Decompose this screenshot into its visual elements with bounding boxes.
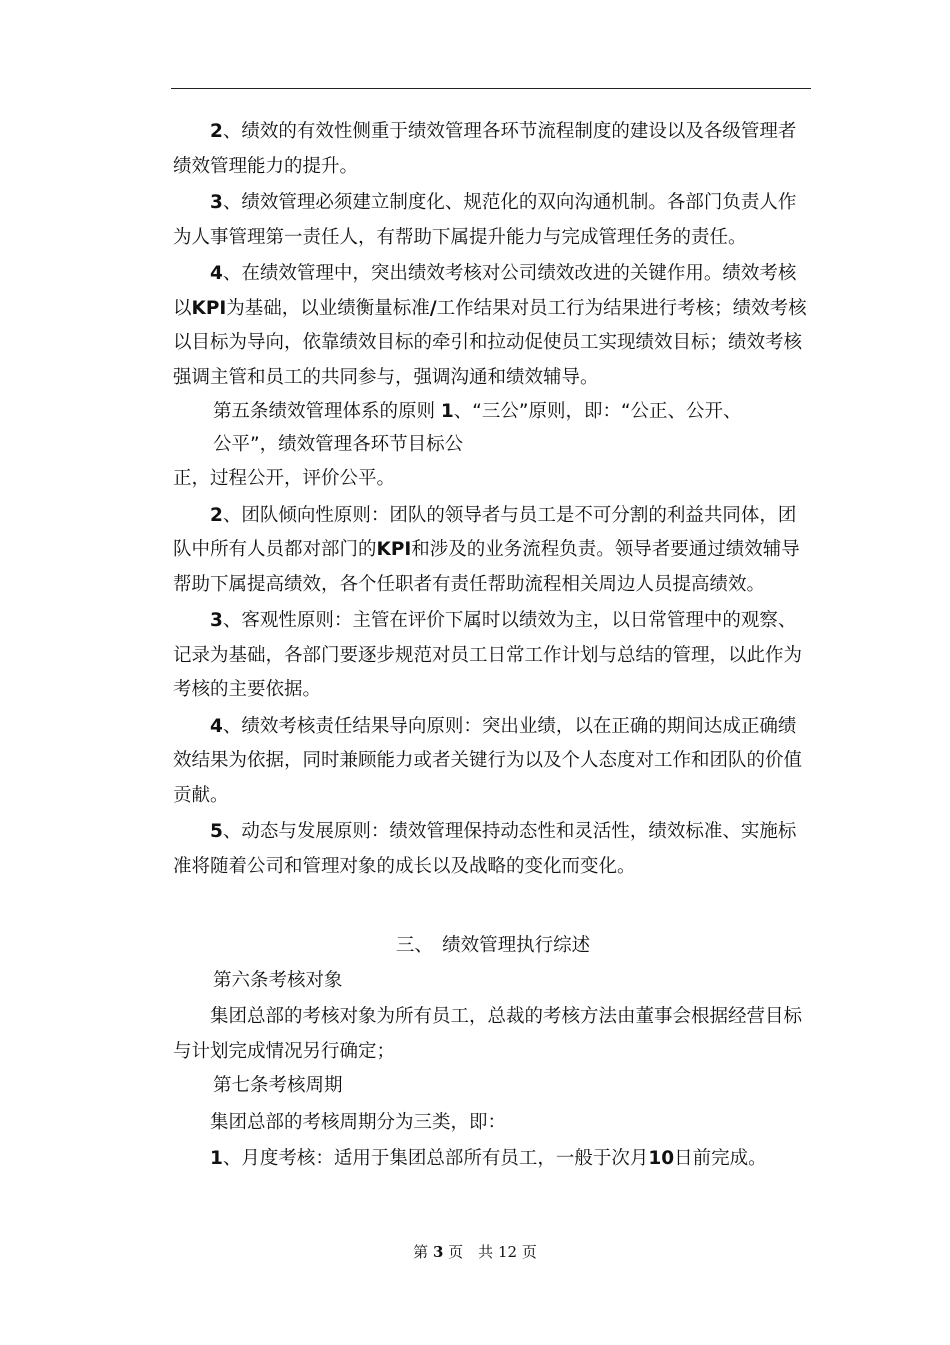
total-pages: 12 bbox=[497, 1243, 518, 1261]
header-rule bbox=[171, 88, 811, 89]
paragraph-text: 和涉及的业务流程负责。领导者要通过绩效辅导帮助下属提高绩效，各个任职者有责任帮助流程相关周边人员提高绩效。 bbox=[173, 539, 800, 595]
article-5-line2 bbox=[173, 428, 813, 463]
item-number: 4 bbox=[210, 715, 223, 737]
principle-5 bbox=[173, 815, 813, 884]
footer-prefix: 第 bbox=[413, 1243, 429, 1261]
footer-mid: 页 共 bbox=[448, 1243, 494, 1261]
paragraph-text: 为基础，以业绩衡量标准 bbox=[226, 297, 430, 319]
item-number: 5 bbox=[210, 821, 223, 842]
monthly-review bbox=[173, 1142, 813, 1177]
paragraph-text: 工作结果对员工行为结果进行考核；绩效考核以目标为导向，依靠绩效目标的牵引和拉动促使员工实现绩效目标；绩效考核强调主管和员工的共同参与，强调沟通和绩效辅导。 bbox=[173, 297, 807, 388]
article-6-text: 集团总部的考核对象为所有员工，总裁的考核方法由董事会根据经营目标与计划完成情况另行确定； bbox=[173, 1006, 803, 1062]
article-5-heading bbox=[173, 395, 813, 430]
item-number: 1 bbox=[440, 401, 454, 422]
paragraph-text: 、动态与发展原则：绩效管理保持动态性和灵活性，绩效标准、实施标准将随着公司和管理对象的成长以及战略的变化而变化。 bbox=[173, 821, 797, 877]
paragraph-text: 、绩效考核责任结果导向原则：突出业绩，以在正确的期间达成正确绩效结果为依据，同时兼顾能力或者关键行为以及个人态度对工作和团队的价值贡献。 bbox=[173, 715, 803, 806]
paragraph-text: 正，过程公开，评价公平。 bbox=[173, 468, 396, 489]
section-title: 三、 绩效管理执行综述 bbox=[395, 935, 591, 956]
item-number: 2 bbox=[210, 121, 223, 142]
page-footer bbox=[0, 1241, 950, 1262]
paragraph-3 bbox=[173, 186, 813, 255]
article-7-heading: 第七条考核周期 bbox=[213, 1075, 343, 1096]
paragraph-text: 公平”，绩效管理各环节目标公 bbox=[213, 433, 464, 455]
paragraph-text: 、绩效管理必须建立制度化、规范化的双向沟通机制。各部门负责人作为人事管理第一责任人，有帮助下属提升能力与完成管理任务的责任。 bbox=[173, 192, 797, 248]
item-number: 4 bbox=[210, 263, 223, 284]
paragraph-text: 、月度考核：适用于集团总部所有员工，一般于次月 bbox=[222, 1148, 649, 1169]
paragraph-4 bbox=[173, 257, 813, 395]
item-number: 1 bbox=[210, 1148, 223, 1169]
footer-suffix: 页 bbox=[521, 1243, 537, 1261]
article-6-heading: 第六条考核对象 bbox=[213, 969, 343, 991]
paragraph-text: 、绩效的有效性侧重于绩效管理各环节流程制度的建设以及各级管理者绩效管理能力的提升。 bbox=[173, 121, 797, 177]
paragraph-2 bbox=[173, 115, 813, 184]
article-5-line3 bbox=[173, 462, 813, 497]
item-number: 3 bbox=[210, 192, 223, 213]
article-7-text: 集团总部的考核周期分为三类，即： bbox=[210, 1111, 507, 1133]
paragraph-text: 、客观性原则：主管在评价下属时以绩效为主，以日常管理中的观察、记录为基础，各部门要逐步规范对员工日常工作计划与总结的管理，以此作为考核的主要依据。 bbox=[173, 610, 803, 700]
principle-3 bbox=[173, 604, 813, 708]
current-page-number: 3 bbox=[432, 1243, 444, 1261]
principle-4 bbox=[173, 710, 813, 814]
paragraph-text: 日前完成。 bbox=[674, 1148, 767, 1169]
kpi-term: KPI bbox=[376, 539, 412, 560]
slash: / bbox=[429, 297, 437, 319]
article-title: 第五条绩效管理体系的原则 bbox=[213, 401, 436, 422]
paragraph-text: 、团队倾向性原则：团队的领导者与员工是不可分割的利益共同体，团队中所有人员都对部门的 bbox=[173, 504, 797, 560]
item-number: 3 bbox=[210, 610, 223, 631]
principle-2 bbox=[173, 499, 813, 603]
paragraph-text: 、“三公”原则，即：“公正、公开、 bbox=[453, 401, 742, 422]
day-number: 10 bbox=[648, 1148, 675, 1169]
document-body bbox=[173, 115, 813, 1177]
kpi-term: KPI bbox=[191, 297, 227, 319]
item-number: 2 bbox=[210, 504, 223, 526]
paragraph-text: 、在绩效管理中，突出绩效考核对公司绩效改进的关键作用。绩效考核以 bbox=[173, 263, 797, 319]
